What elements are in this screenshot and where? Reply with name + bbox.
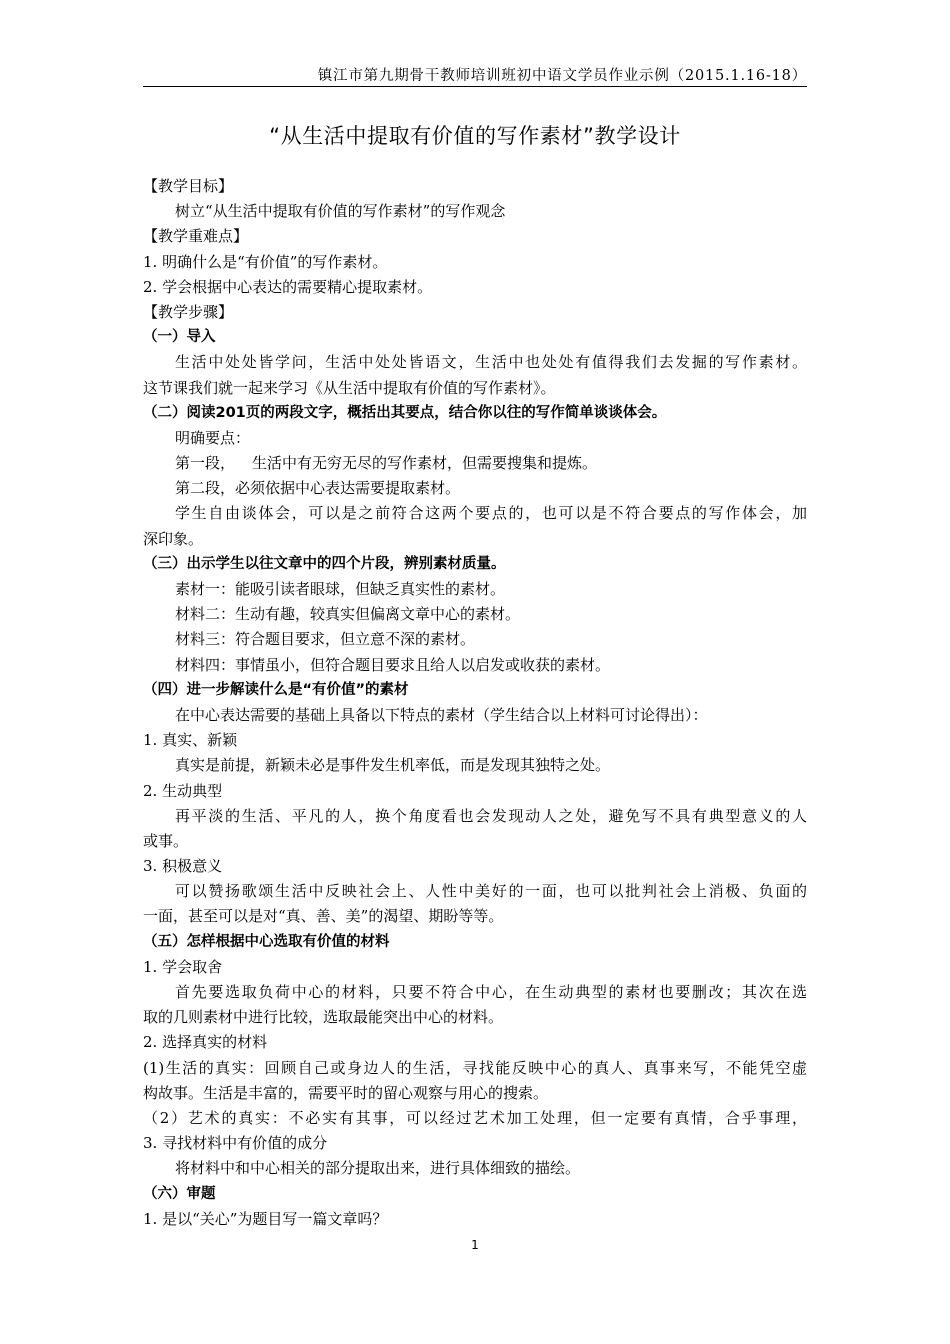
paragraph: 或事。: [143, 831, 189, 850]
step-heading: （四）进一步解读什么是“有价值”的素材: [143, 681, 409, 698]
paragraph: 明确要点：: [175, 428, 251, 447]
paragraph: 再平淡的生活、平凡的人，换个角度看也会发现动人之处，避免写不具有典型意义的人: [175, 806, 807, 825]
paragraph: 材料三：符合题目要求，但立意不深的素材。: [175, 630, 476, 649]
paragraph: 生活中处处皆学问，生活中处处皆语文，生活中也处处有值得我们去发掘的写作素材。: [175, 353, 807, 372]
list-item: 1. 明确什么是“有价值”的写作素材。: [143, 252, 388, 271]
paragraph: 第二段，必须依据中心表达需要提取素材。: [175, 479, 461, 498]
paragraph: 这节课我们就一起来学习《从生活中提取有价值的写作素材》。: [143, 378, 556, 397]
step-heading: （一）导入: [143, 329, 216, 346]
header-text: 镇江市第九期骨干教师培训班初中语文学员作业示例（2015.1.16-18）: [317, 68, 807, 84]
running-header: [143, 64, 807, 86]
paragraph: 第一段， 生活中有无穷无尽的写作素材，但需要搜集和提炼。: [175, 454, 598, 473]
list-item: 3. 积极意义: [143, 857, 223, 876]
paragraph: 将材料中和中心相关的部分提取出来，进行具体细致的描绘。: [175, 1159, 581, 1178]
header-rule: [143, 86, 807, 87]
paragraph: 在中心表达需要的基础上具备以下特点的素材（学生结合以上材料可讨论得出）：: [175, 705, 708, 724]
paragraph: 真实是前提，新颖未必是事件发生机率低，而是发现其独特之处。: [175, 756, 611, 775]
paragraph: 深印象。: [143, 529, 204, 548]
step-heading: （三）出示学生以往文章中的四个片段，辨别素材质量。: [143, 555, 506, 572]
step-heading: （二）阅读201页的两段文字，概括出其要点，结合你以往的写作简单谈谈体会。: [143, 404, 667, 421]
page-number: 1: [471, 1238, 479, 1252]
paragraph: 学生自由谈体会，可以是之前符合这两个要点的，也可以是不符合要点的写作体会，加: [175, 504, 807, 523]
paragraph: 材料四：事情虽小，但符合题目要求且给人以启发或收获的素材。: [175, 655, 611, 674]
list-item: 1. 学会取舍: [143, 957, 223, 976]
step-heading: （六）审题: [143, 1185, 216, 1202]
paragraph: 一面，甚至可以是对“真、善、美”的渴望、期盼等等。: [143, 907, 504, 926]
paragraph: 素材一：能吸引读者眼球，但缺乏真实性的素材。: [175, 580, 506, 598]
paragraph: 可以赞扬歌颂生活中反映社会上、人性中美好的一面，也可以批判社会上消极、负面的: [175, 882, 807, 901]
document-title: “从生活中提取有价值的写作素材”教学设计: [269, 124, 681, 148]
list-item: 2. 选择真实的材料: [143, 1033, 268, 1052]
section-heading-key-points: 【教学重难点】: [143, 227, 249, 246]
paragraph: （2）艺术的真实：不必实有其事，可以经过艺术加工处理，但一定要有真情，合乎事理，: [143, 1108, 807, 1127]
paragraph: 材料二：生动有趣，较真实但偏离文章中心的素材。: [175, 605, 521, 624]
list-item: 2. 学会根据中心表达的需要精心提取素材。: [143, 277, 433, 296]
paragraph: (1)生活的真实：回顾自己或身边人的生活，寻找能反映中心的真人、真事来写，不能凭空虚: [143, 1058, 807, 1077]
paragraph: 首先要选取负荷中心的材料，只要不符合中心，在生动典型的素材也要删改；其次在选: [175, 983, 807, 1001]
document-body: [143, 174, 807, 1232]
list-item: 2. 生动典型: [143, 781, 223, 800]
paragraph: 树立“从生活中提取有价值的写作素材”的写作观念: [175, 202, 506, 221]
section-heading-steps: 【教学步骤】: [143, 302, 234, 321]
section-heading-objectives: 【教学目标】: [143, 177, 234, 195]
list-item: 3. 寻找材料中有价值的成分: [143, 1134, 328, 1153]
step-heading: （五）怎样根据中心选取有价值的材料: [143, 933, 390, 950]
paragraph: 构故事。生活是丰富的，需要平时的留心观察与用心的搜索。: [143, 1083, 549, 1102]
paragraph: 取的几则素材中进行比较，选取最能突出中心的材料。: [143, 1008, 504, 1027]
list-item: 1. 真实、新颖: [143, 731, 238, 750]
list-item: 1. 是以“关心”为题目写一篇文章吗？: [143, 1209, 388, 1228]
